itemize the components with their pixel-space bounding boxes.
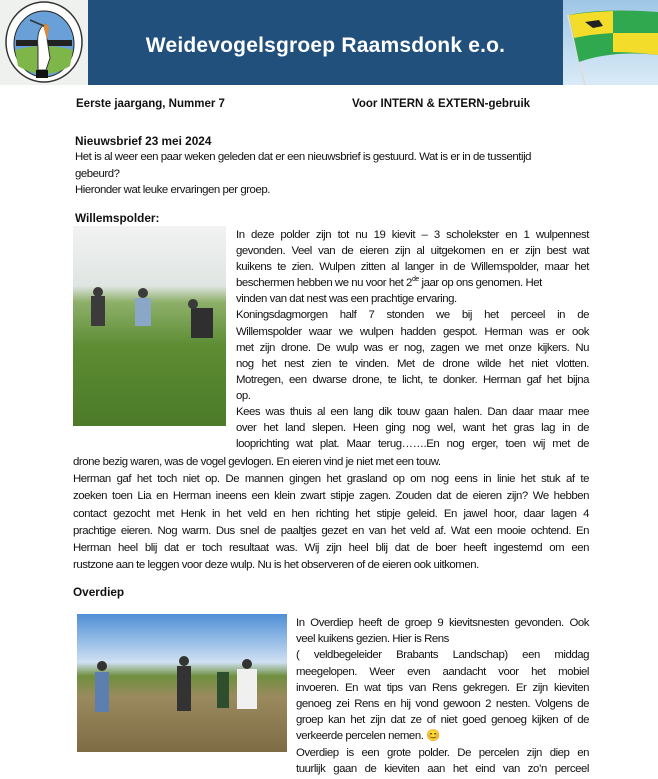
text-line: rustzone aan te leggen voor deze wulp. Nu is het observeren of de eieren ook uitkomen. <box>73 559 479 572</box>
smiley-emoji-icon: 😊 <box>426 730 440 743</box>
text-part: verkeerde percelen nemen. <box>296 730 427 743</box>
text-line: Overdiep is een grote polder. De percelen zijn diep en <box>296 746 589 759</box>
text-line: Kees was thuis al een lang dik touw gaan halen. Dan daar maar mee <box>236 406 589 419</box>
intro-line: Het is al weer een paar weken geleden dat er een nieuwsbrief is gestuurd. Wat is er in de tussentijd <box>75 151 532 163</box>
text-line: contact gezocht met Henk in het veld en hen richting het stipje geleid. En jawel hoor, daar lagen 4 <box>73 507 589 520</box>
text-line: ( veldbegeleider Brabants Landschap) een middag <box>296 649 589 662</box>
section-heading-overdiep: Overdiep <box>73 585 125 599</box>
section-heading-willemspolder: Willemspolder: <box>75 211 160 225</box>
text-line: met zijn drone. De wulp was er nog, zagen we met onze kijkers. Nu <box>236 341 589 354</box>
text-line: tuurlijk gaan de kieviten aan het eind van zo’n perceel <box>296 762 589 775</box>
text-part: jaar op ons genomen. Het <box>418 277 542 290</box>
text-line: over het land slepen. Heen ging nog wel, want het gras lag in de <box>236 422 589 435</box>
text-line: In deze polder zijn tot nu 19 kievit – 3 scholekster en 1 wulpennest <box>236 229 589 241</box>
text-line: Herman gaf het toch niet op. De mannen gingen het grasland op om nog eens in linie het stuk af te <box>73 473 589 486</box>
superscript: de <box>411 276 419 284</box>
overdiep-text <box>296 615 589 777</box>
text-line: gevonden. Veel van de eieren zijn al uitgekomen en er zijn best wat <box>236 245 589 258</box>
text-line: Willemspolder waar we wulpen hadden gespot. Herman was er ook <box>236 325 589 338</box>
text-line: Motregen, een dwarse drone, te licht, te donker. Herman gaf het bijna <box>236 373 589 386</box>
issue-info: Eerste jaargang, Nummer 7 <box>76 98 225 110</box>
text-line <box>296 728 589 744</box>
text-line: meegelopen. Weer even aandacht voor het mobiel <box>296 665 589 678</box>
intro-line: Hieronder wat leuke ervaringen per groep. <box>75 184 270 197</box>
text-line: nog het nest zien te vinden. Met de drone wilde het niet vlotten. <box>236 357 589 370</box>
intro-line: gebeurd? <box>75 167 120 180</box>
text-line: invoeren. En wat tips van Rens gekregen. Er zijn kieviten <box>296 681 589 694</box>
text-line: In Overdiep heeft de groep 9 kievitsnesten gevonden. Ook <box>296 617 589 629</box>
flag-image <box>563 0 658 85</box>
text-line: groep kan het zijn dat ze of niet goed genoeg kijken of de <box>296 714 589 727</box>
text-line: Herman heel blij dat er toch resultaat was. Wij zijn heel blij dat de boer heeft ingestemd om een <box>73 542 589 555</box>
text-line: kuikens te zien. Wulpen zitten al langer in de Willemspolder, maar het <box>236 261 589 274</box>
text-line: zoeken toen Lia en Herman ineens een klein zwart stipje zagen. Zouden dat de eieren zijn? We hebben <box>73 490 589 503</box>
willemspolder-full-text <box>73 454 589 574</box>
text-line: op. <box>236 389 251 402</box>
text-line: looprichting wat plat. Maar terug…….En nog erger, toen wij met de <box>236 438 589 451</box>
text-line: Koningsdagmorgen half 7 stonden we bij het perceel in de <box>236 309 589 322</box>
text-line: veel kuikens gezien. Hier is Rens <box>296 633 449 646</box>
willemspolder-side-text <box>236 227 589 452</box>
club-logo <box>0 0 88 85</box>
text-line: vinden van dat nest was een prachtige ervaring. <box>236 293 457 306</box>
audience-info: Voor INTERN & EXTERN-gebruik <box>352 98 531 110</box>
newsletter-title: Nieuwsbrief 23 mei 2024 <box>75 134 212 148</box>
text-part: beschermen hebben we nu voor het 2 <box>236 277 412 290</box>
text-line: genoeg zei Rens en hij vond gewoon 2 nesten. Volgens de <box>296 698 589 711</box>
text-line <box>236 275 589 291</box>
site-title: Weidevogelsgroep Raamsdonk e.o. <box>145 33 506 57</box>
header-banner <box>88 0 563 85</box>
willemspolder-photo <box>73 226 226 426</box>
text-line: drone bezig waren, was de vogel gevlogen. En eieren vind je niet met een touw. <box>73 456 441 468</box>
overdiep-photo <box>77 614 287 752</box>
intro-text <box>75 149 531 199</box>
text-line: prachtige eieren. Nog warm. Dus snel de paaltjes gezet en van het veld af. Wat een mooie ochtend. En <box>73 524 589 537</box>
